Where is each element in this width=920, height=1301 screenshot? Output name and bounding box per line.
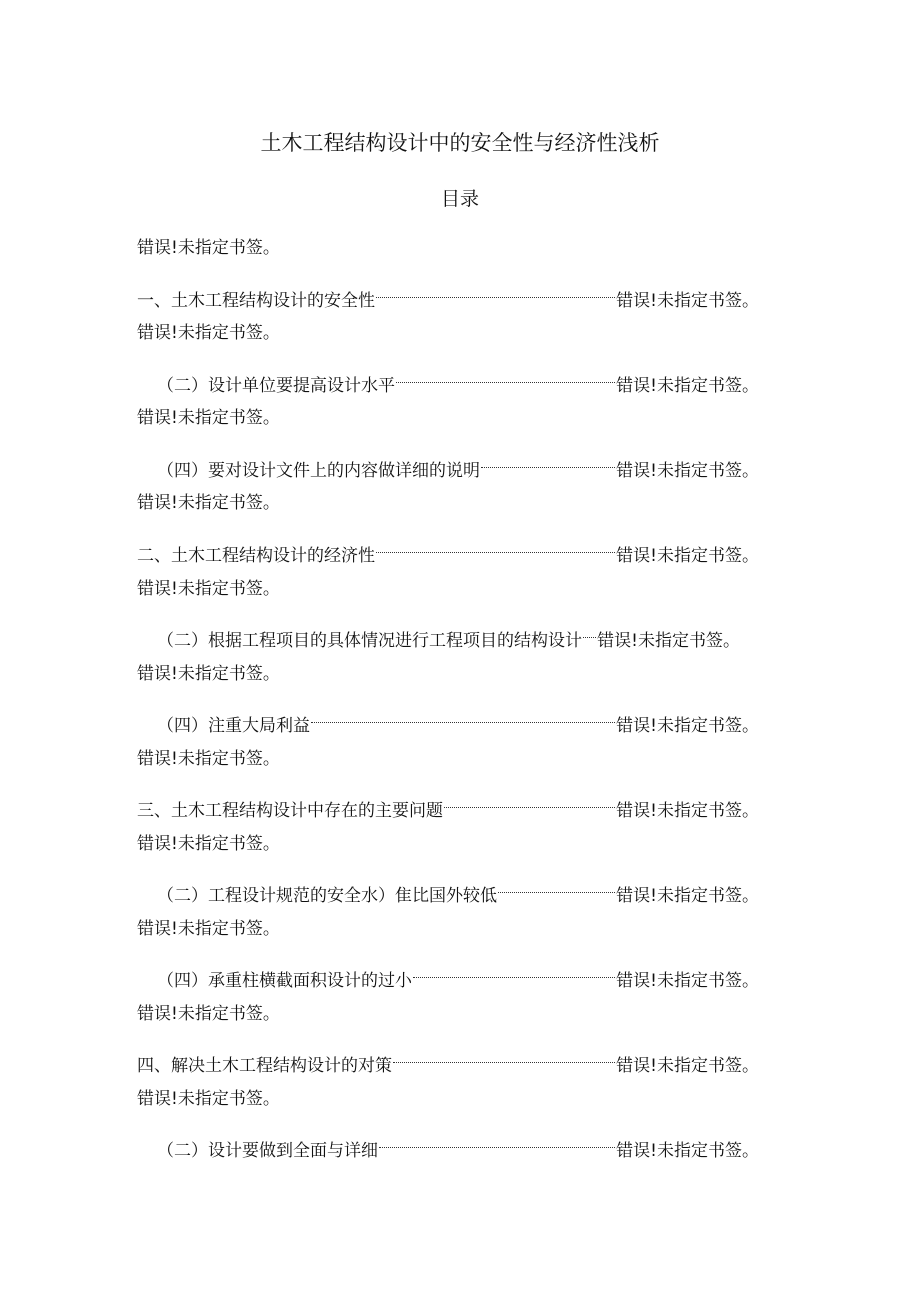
toc-entry[interactable] xyxy=(157,446,759,481)
toc-entry-page-ref: 错误!未指定书签。 xyxy=(616,291,759,311)
dot-leader xyxy=(379,1126,615,1156)
toc-entry-label: （二）设计要做到全面与详细 xyxy=(157,1141,378,1161)
toc-entry-page-ref: 错误!未指定书签。 xyxy=(616,376,759,396)
toc-entry-page-ref: 错误!未指定书签。 xyxy=(616,546,759,566)
toc-entry-page-ref: 错误!未指定书签。 xyxy=(616,716,759,736)
dot-leader xyxy=(396,361,615,391)
toc-error-line[interactable]: 错误!未指定书签。 xyxy=(137,579,280,599)
dot-leader xyxy=(444,786,615,816)
toc-entry-page-ref: 错误!未指定书签。 xyxy=(616,801,759,821)
toc-entry[interactable] xyxy=(157,701,759,736)
toc-entry-page-ref: 错误!未指定书签。 xyxy=(616,1141,759,1161)
toc-entry[interactable] xyxy=(157,1126,759,1161)
toc-entry-label: （四）要对设计文件上的内容做详细的说明 xyxy=(157,461,480,481)
toc-entry[interactable] xyxy=(137,276,759,311)
dot-leader xyxy=(413,956,615,986)
toc-entry-page-ref: 错误!未指定书签。 xyxy=(616,886,759,906)
toc-error-line[interactable]: 错误!未指定书签。 xyxy=(137,238,280,258)
toc-entry-label: （二）设计单位要提高设计水平 xyxy=(157,376,395,396)
dot-leader xyxy=(311,701,615,731)
dot-leader xyxy=(376,531,615,561)
toc-entry-page-ref: 错误!未指定书签。 xyxy=(616,461,759,481)
toc-entry-label: 一、土木工程结构设计的安全性 xyxy=(137,291,375,311)
toc-entry[interactable] xyxy=(157,361,759,396)
toc-error-line[interactable]: 错误!未指定书签。 xyxy=(137,408,280,428)
dot-leader xyxy=(481,446,615,476)
toc-error-line[interactable]: 错误!未指定书签。 xyxy=(137,493,280,513)
toc-error-line[interactable]: 错误!未指定书签。 xyxy=(137,323,280,343)
toc-error-line[interactable]: 错误!未指定书签。 xyxy=(137,1004,280,1024)
toc-entry-page-ref: 错误!未指定书签。 xyxy=(597,631,740,651)
toc-entry[interactable] xyxy=(137,1041,759,1076)
dot-leader xyxy=(498,871,615,901)
dot-leader xyxy=(583,616,596,646)
toc-entry-label: 四、解决土木工程结构设计的对策 xyxy=(137,1056,392,1076)
toc-entry[interactable] xyxy=(137,786,759,821)
document-title: 土木工程结构设计中的安全性与经济性浅析 xyxy=(260,131,660,155)
dot-leader xyxy=(376,276,615,306)
toc-entry[interactable] xyxy=(137,531,759,566)
toc-entry[interactable] xyxy=(157,616,740,651)
toc-entry-label: （四）注重大局利益 xyxy=(157,716,310,736)
toc-entry-label: （四）承重柱横截面积设计的过小 xyxy=(157,971,412,991)
toc-entry[interactable] xyxy=(157,871,759,906)
toc-error-line[interactable]: 错误!未指定书签。 xyxy=(137,919,280,939)
toc-entry-label: （二）工程设计规范的安全水）隹比国外较低 xyxy=(157,886,497,906)
toc-entry-page-ref: 错误!未指定书签。 xyxy=(616,971,759,991)
toc-entry-label: 二、土木工程结构设计的经济性 xyxy=(137,546,375,566)
toc-entry[interactable] xyxy=(157,956,759,991)
toc-error-line[interactable]: 错误!未指定书签。 xyxy=(137,1089,280,1109)
toc-error-line[interactable]: 错误!未指定书签。 xyxy=(137,664,280,684)
toc-entry-label: （二）根据工程项目的具体情况进行工程项目的结构设计 xyxy=(157,631,582,651)
toc-entry-label: 三、土木工程结构设计中存在的主要问题 xyxy=(137,801,443,821)
dot-leader xyxy=(393,1041,615,1071)
toc-heading: 目录 xyxy=(440,188,479,210)
toc-error-line[interactable]: 错误!未指定书签。 xyxy=(137,749,280,769)
toc-error-line[interactable]: 错误!未指定书签。 xyxy=(137,834,280,854)
toc-entry-page-ref: 错误!未指定书签。 xyxy=(616,1056,759,1076)
